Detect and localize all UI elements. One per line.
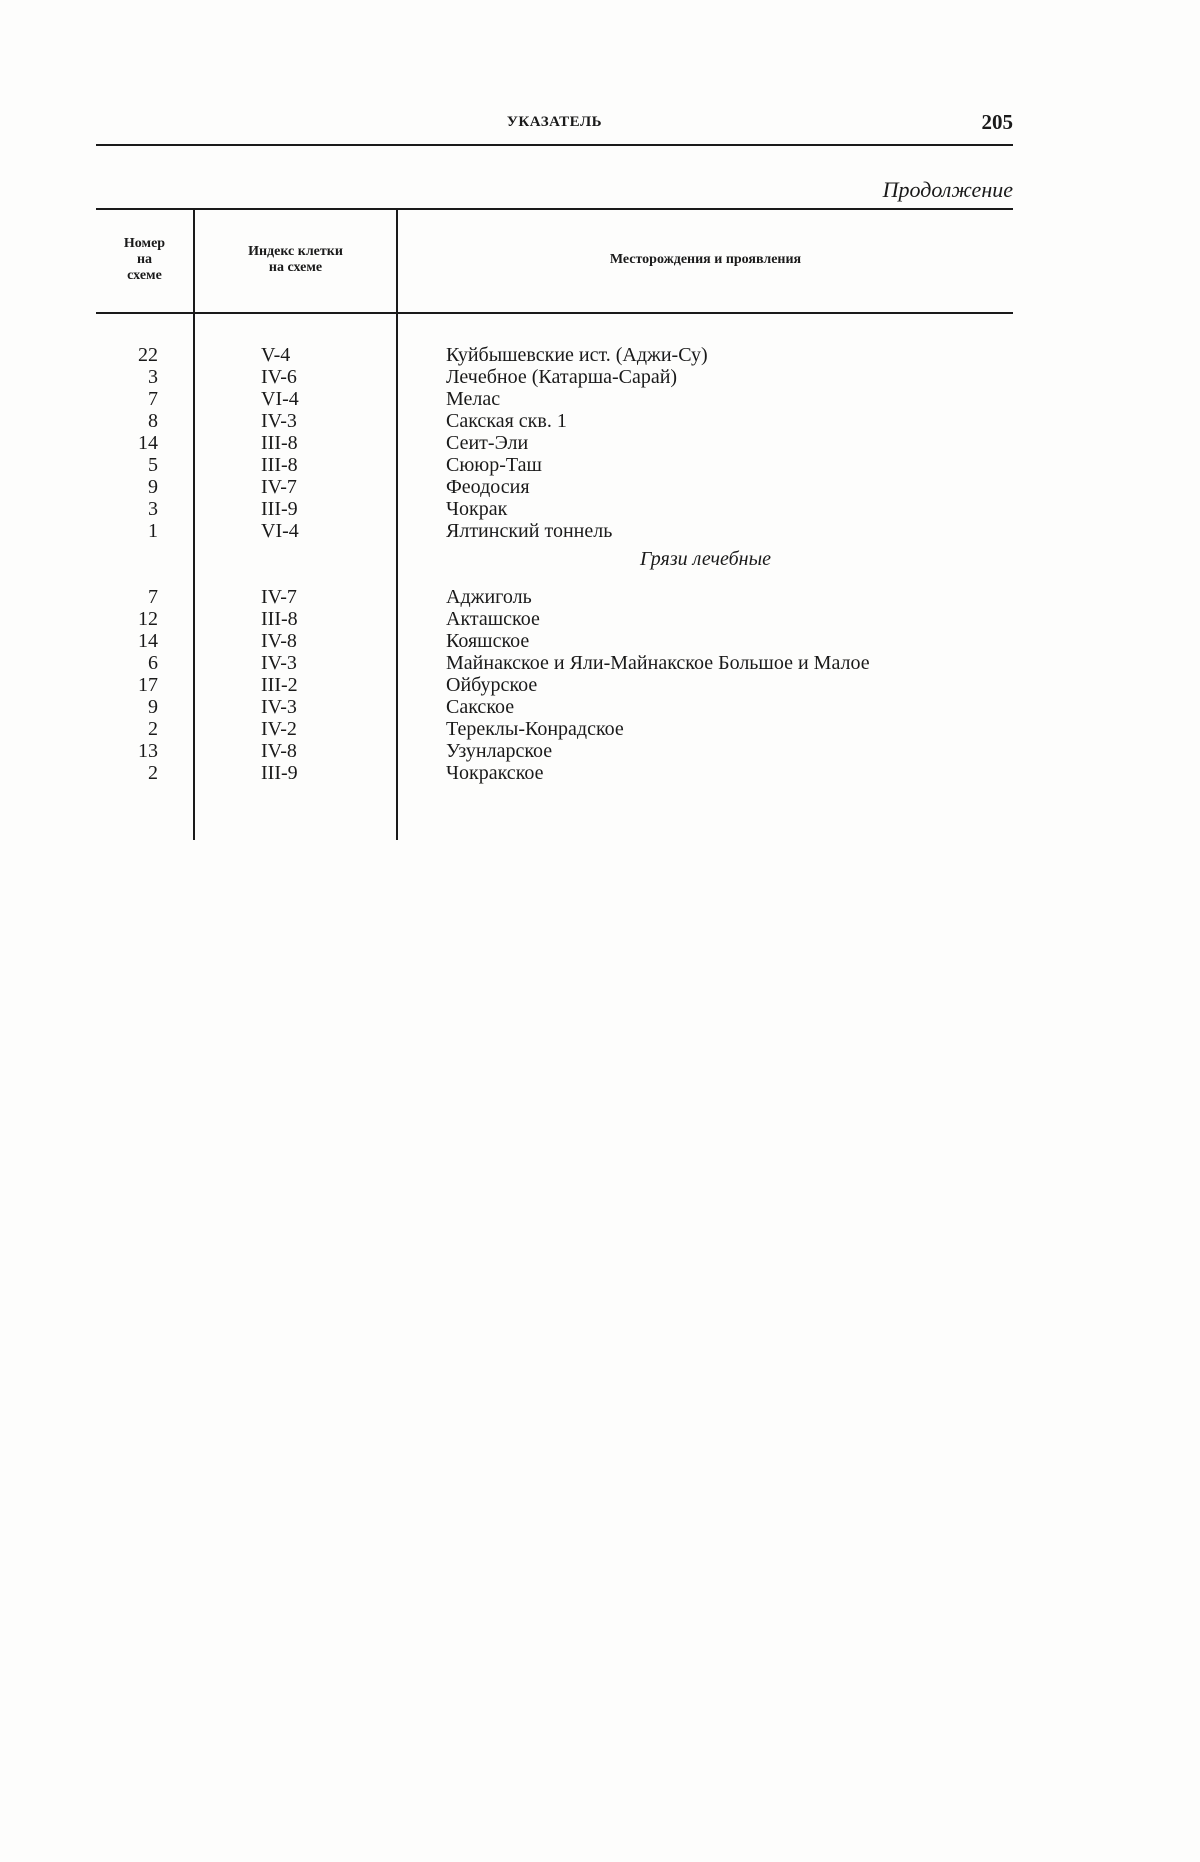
scheme-number: 13	[138, 740, 158, 762]
cell-index: IV-8	[261, 630, 297, 652]
cell-index: III-8	[261, 608, 298, 630]
scheme-number: 3	[148, 498, 158, 520]
cell-index: III-9	[261, 762, 298, 784]
scheme-number: 2	[148, 762, 158, 784]
table-row	[96, 344, 1013, 366]
scheme-number: 5	[148, 454, 158, 476]
deposit-name: Узунларское	[446, 740, 553, 762]
cell-index: IV-3	[261, 652, 297, 674]
column-header-cell-index: Индекс клетки на схеме	[248, 244, 343, 275]
deposit-name: Куйбышевские ист. (Аджи-Су)	[446, 344, 708, 366]
cell-index: IV-7	[261, 476, 297, 498]
scheme-number: 1	[148, 520, 158, 542]
table-row	[96, 410, 1013, 432]
table-row	[96, 388, 1013, 410]
deposit-name: Сакская скв. 1	[446, 410, 567, 432]
running-header	[96, 108, 1013, 146]
cell-index: III-8	[261, 432, 298, 454]
cell-index: IV-7	[261, 586, 297, 608]
scheme-number: 6	[148, 652, 158, 674]
continued-label: Продолжение	[882, 177, 1013, 202]
cell-index: IV-2	[261, 718, 297, 740]
scheme-number: 2	[148, 718, 158, 740]
scheme-number: 9	[148, 696, 158, 718]
running-title: УКАЗАТЕЛЬ	[506, 114, 603, 130]
cell-index: IV-8	[261, 740, 297, 762]
scheme-number: 7	[148, 586, 158, 608]
table-body	[96, 344, 1013, 784]
table-row	[96, 476, 1013, 498]
cell-index: VI-4	[261, 520, 299, 542]
table-row	[96, 718, 1013, 740]
deposit-name: Феодосия	[446, 476, 530, 498]
deposit-name: Ойбурское	[446, 674, 538, 696]
deposit-name: Кояшское	[446, 630, 530, 652]
deposit-name: Мелас	[446, 388, 501, 410]
table-row	[96, 432, 1013, 454]
table-row	[96, 520, 1013, 542]
deposit-name: Чокрак	[446, 498, 508, 520]
cell-index: IV-3	[261, 696, 297, 718]
scheme-number: 17	[138, 674, 158, 696]
cell-index: IV-3	[261, 410, 297, 432]
scheme-number: 14	[138, 432, 158, 454]
page-number: 205	[981, 110, 1013, 134]
scheme-number: 7	[148, 388, 158, 410]
column-header-deposits: Месторождения и проявления	[609, 252, 802, 267]
index-table	[96, 208, 1013, 840]
deposit-name: Тереклы-Конрадское	[446, 718, 624, 740]
deposit-name: Чокракское	[446, 762, 544, 784]
scheme-number: 8	[148, 410, 158, 432]
deposit-name: Сююр-Таш	[446, 454, 542, 476]
table-row	[96, 454, 1013, 476]
cell-index: III-8	[261, 454, 298, 476]
table-row	[96, 608, 1013, 630]
scheme-number: 14	[138, 630, 158, 652]
table-row	[96, 630, 1013, 652]
deposit-name: Сеит-Эли	[446, 432, 529, 454]
table-row	[96, 586, 1013, 608]
table-row	[96, 498, 1013, 520]
section-subheading: Грязи лечебные	[639, 548, 772, 570]
cell-index: III-2	[261, 674, 298, 696]
table-header-rule	[96, 312, 1013, 314]
scheme-number: 3	[148, 366, 158, 388]
cell-index: VI-4	[261, 388, 299, 410]
deposit-name: Майнакское и Яли-Майнакское Большое и Малое	[446, 652, 870, 674]
table-row	[96, 366, 1013, 388]
scheme-number: 12	[138, 608, 158, 630]
deposit-name: Сакское	[446, 696, 515, 718]
deposit-name: Аджиголь	[446, 586, 532, 608]
scheme-number: 9	[148, 476, 158, 498]
column-header-number: Номер на схеме	[123, 236, 166, 283]
cell-index: III-9	[261, 498, 298, 520]
table-row	[96, 674, 1013, 696]
table-row	[96, 740, 1013, 762]
scheme-number: 22	[138, 344, 158, 366]
table-row	[96, 652, 1013, 674]
cell-index: V-4	[261, 344, 291, 366]
deposit-name: Акташское	[446, 608, 540, 630]
deposit-name: Лечебное (Катарша-Сарай)	[446, 366, 678, 388]
deposit-name: Ялтинский тоннель	[446, 520, 613, 542]
cell-index: IV-6	[261, 366, 297, 388]
table-row	[96, 762, 1013, 784]
table-row	[96, 696, 1013, 718]
